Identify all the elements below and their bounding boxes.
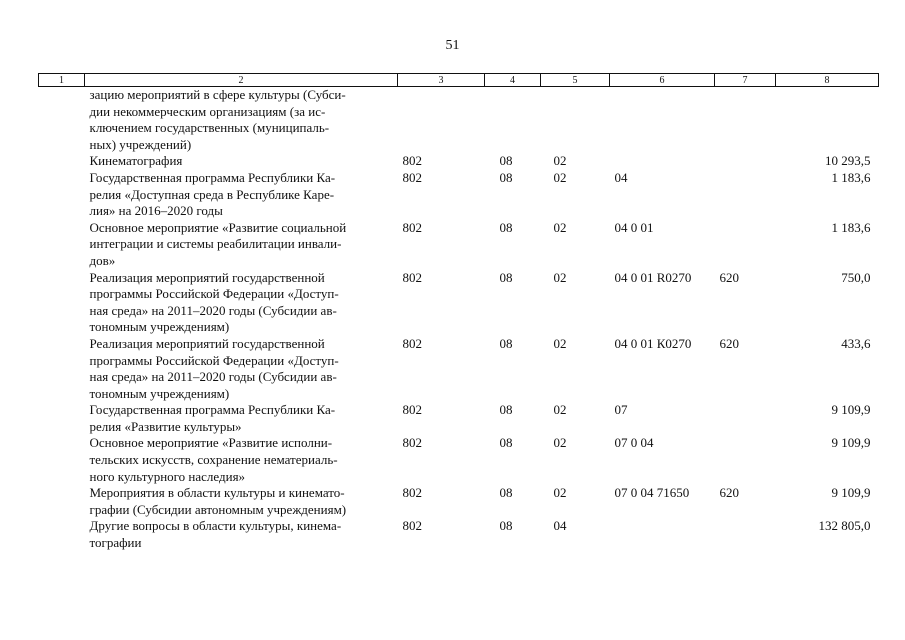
amount-cell: 1 183,6 bbox=[831, 169, 871, 185]
item-name-cell bbox=[85, 153, 398, 170]
column-number-row bbox=[39, 74, 879, 87]
row-number-cell bbox=[39, 220, 85, 270]
section-code-cell: 08 bbox=[499, 435, 513, 451]
item-name-line: тономным учреждениям) bbox=[89, 385, 230, 401]
item-name-line: зацию мероприятий в сфере культуры (Субси- bbox=[89, 87, 346, 102]
target-article-cell bbox=[610, 87, 715, 154]
table-row bbox=[39, 220, 879, 270]
column-number-5: 5 bbox=[541, 74, 610, 87]
section-code-cell: 08 bbox=[499, 518, 513, 534]
table-row bbox=[39, 153, 879, 170]
row-number-cell bbox=[39, 336, 85, 402]
item-name-line: Реализация мероприятий государственной bbox=[89, 335, 325, 351]
expense-type-cell: 620 bbox=[719, 269, 739, 285]
grbs-code-cell: 802 bbox=[402, 219, 422, 235]
item-name-cell bbox=[85, 485, 398, 518]
column-number-1: 1 bbox=[39, 74, 85, 87]
item-name-line: дов» bbox=[89, 252, 116, 268]
item-name-line: Основное мероприятие «Развитие социальной bbox=[89, 219, 347, 235]
item-name-line: лия» на 2016–2020 годы bbox=[89, 203, 223, 219]
item-name-line: программы Российской Федерации «Доступ- bbox=[89, 352, 339, 368]
expense-type-cell: 620 bbox=[719, 335, 739, 351]
grbs-code-cell: 802 bbox=[402, 435, 422, 451]
column-number-4: 4 bbox=[485, 74, 541, 87]
section-code-cell: 08 bbox=[499, 335, 513, 351]
item-name-line: тографии bbox=[89, 535, 142, 551]
item-name-cell bbox=[85, 336, 398, 402]
item-name-line: ного культурного наследия» bbox=[89, 468, 246, 484]
expense-type-cell bbox=[715, 170, 776, 220]
grbs-code-cell: 802 bbox=[402, 335, 422, 351]
grbs-code-cell: 802 bbox=[402, 169, 422, 185]
section-code-cell: 08 bbox=[499, 169, 513, 185]
section-code-cell: 08 bbox=[499, 153, 513, 169]
item-name-cell bbox=[85, 435, 398, 485]
table-row bbox=[39, 336, 879, 402]
expense-type-cell bbox=[715, 435, 776, 485]
subsection-code-cell: 02 bbox=[553, 335, 567, 351]
target-article-cell: 04 0 01 К0270 bbox=[614, 335, 692, 351]
grbs-code-cell: 802 bbox=[402, 518, 422, 534]
expense-type-cell bbox=[715, 87, 776, 154]
item-name-line: Другие вопросы в области культуры, кинема- bbox=[89, 518, 342, 534]
row-number-cell bbox=[39, 87, 85, 154]
section-code-cell: 08 bbox=[499, 485, 513, 501]
row-number-cell bbox=[39, 170, 85, 220]
section-code-cell: 08 bbox=[499, 219, 513, 235]
item-name-line: Мероприятия в области культуры и кинемато- bbox=[89, 485, 345, 501]
column-number-2: 2 bbox=[85, 74, 398, 87]
table-row bbox=[39, 270, 879, 336]
item-name-line: дии некоммерческим организациям (за ис- bbox=[89, 103, 326, 119]
item-name-cell bbox=[85, 402, 398, 435]
target-article-cell bbox=[610, 153, 715, 170]
item-name-line: тельских искусств, сохранение нематериаль- bbox=[89, 452, 338, 468]
grbs-code-cell: 802 bbox=[402, 153, 422, 169]
section-code-cell bbox=[485, 87, 541, 154]
item-name-line: Кинематография bbox=[89, 153, 183, 169]
target-article-cell: 07 bbox=[614, 402, 628, 418]
amount-cell: 9 109,9 bbox=[831, 485, 871, 501]
target-article-cell bbox=[610, 518, 715, 551]
column-number-3: 3 bbox=[398, 74, 485, 87]
row-number-cell bbox=[39, 153, 85, 170]
amount-cell: 1 183,6 bbox=[831, 219, 871, 235]
expense-type-cell bbox=[715, 220, 776, 270]
target-article-cell: 07 0 04 71650 bbox=[614, 485, 690, 501]
item-name-cell bbox=[85, 270, 398, 336]
table-row bbox=[39, 435, 879, 485]
grbs-code-cell: 802 bbox=[402, 402, 422, 418]
grbs-code-cell: 802 bbox=[402, 269, 422, 285]
row-number-cell bbox=[39, 518, 85, 551]
page-number: 51 bbox=[445, 38, 460, 53]
amount-cell: 9 109,9 bbox=[831, 402, 871, 418]
table-row bbox=[39, 402, 879, 435]
item-name-line: Государственная программа Республики Ка- bbox=[89, 169, 336, 185]
row-number-cell bbox=[39, 402, 85, 435]
table-row bbox=[39, 518, 879, 551]
target-article-cell: 04 0 01 bbox=[614, 219, 654, 235]
subsection-code-cell: 02 bbox=[553, 269, 567, 285]
table-row bbox=[39, 485, 879, 518]
row-number-cell bbox=[39, 270, 85, 336]
expense-type-cell bbox=[715, 153, 776, 170]
expense-type-cell: 620 bbox=[719, 485, 739, 501]
column-number-8: 8 bbox=[776, 74, 879, 87]
item-name-line: релия «Развитие культуры» bbox=[89, 418, 242, 434]
amount-cell: 10 293,5 bbox=[825, 153, 871, 169]
amount-cell: 132 805,0 bbox=[818, 518, 871, 534]
target-article-cell: 04 0 01 R0270 bbox=[614, 269, 692, 285]
expense-type-cell bbox=[715, 402, 776, 435]
table-body bbox=[39, 87, 879, 552]
section-code-cell: 08 bbox=[499, 269, 513, 285]
item-name-cell bbox=[85, 170, 398, 220]
amount-cell: 750,0 bbox=[841, 269, 871, 285]
subsection-code-cell: 02 bbox=[553, 485, 567, 501]
subsection-code-cell: 02 bbox=[553, 402, 567, 418]
row-number-cell bbox=[39, 485, 85, 518]
item-name-line: ных) учреждений) bbox=[89, 136, 192, 152]
subsection-code-cell bbox=[541, 87, 610, 154]
subsection-code-cell: 02 bbox=[553, 219, 567, 235]
item-name-line: Государственная программа Республики Ка- bbox=[89, 402, 336, 418]
subsection-code-cell: 02 bbox=[553, 169, 567, 185]
target-article-cell: 04 bbox=[614, 169, 628, 185]
amount-cell: 9 109,9 bbox=[831, 435, 871, 451]
item-name-line: Реализация мероприятий государственной bbox=[89, 269, 325, 285]
item-name-line: ная среда» на 2011–2020 годы (Субсидии ав- bbox=[89, 369, 337, 385]
item-name-cell bbox=[85, 518, 398, 551]
grbs-code-cell bbox=[398, 87, 485, 154]
budget-table bbox=[38, 73, 879, 552]
amount-cell: 433,6 bbox=[841, 335, 871, 351]
section-code-cell: 08 bbox=[499, 402, 513, 418]
item-name-line: ная среда» на 2011–2020 годы (Субсидии ав- bbox=[89, 302, 337, 318]
grbs-code-cell: 802 bbox=[402, 485, 422, 501]
item-name-cell bbox=[85, 220, 398, 270]
amount-cell bbox=[776, 87, 879, 154]
subsection-code-cell: 02 bbox=[553, 435, 567, 451]
item-name-line: тономным учреждениям) bbox=[89, 319, 230, 335]
expense-type-cell bbox=[715, 518, 776, 551]
subsection-code-cell: 04 bbox=[553, 518, 567, 534]
subsection-code-cell: 02 bbox=[553, 153, 567, 169]
target-article-cell: 07 0 04 bbox=[614, 435, 654, 451]
item-name-line: релия «Доступная среда в Республике Каре- bbox=[89, 186, 335, 202]
item-name-line: Основное мероприятие «Развитие исполни- bbox=[89, 435, 333, 451]
item-name-line: программы Российской Федерации «Доступ- bbox=[89, 286, 339, 302]
column-number-6: 6 bbox=[610, 74, 715, 87]
row-number-cell bbox=[39, 435, 85, 485]
column-number-7: 7 bbox=[715, 74, 776, 87]
item-name-line: ключением государственных (муниципаль- bbox=[89, 120, 330, 136]
table-row bbox=[39, 87, 879, 154]
item-name-cell bbox=[85, 87, 398, 154]
item-name-line: графии (Субсидии автономным учреждениям) bbox=[89, 501, 347, 517]
item-name-line: интеграции и системы реабилитации инвали- bbox=[89, 236, 342, 252]
table-row bbox=[39, 170, 879, 220]
